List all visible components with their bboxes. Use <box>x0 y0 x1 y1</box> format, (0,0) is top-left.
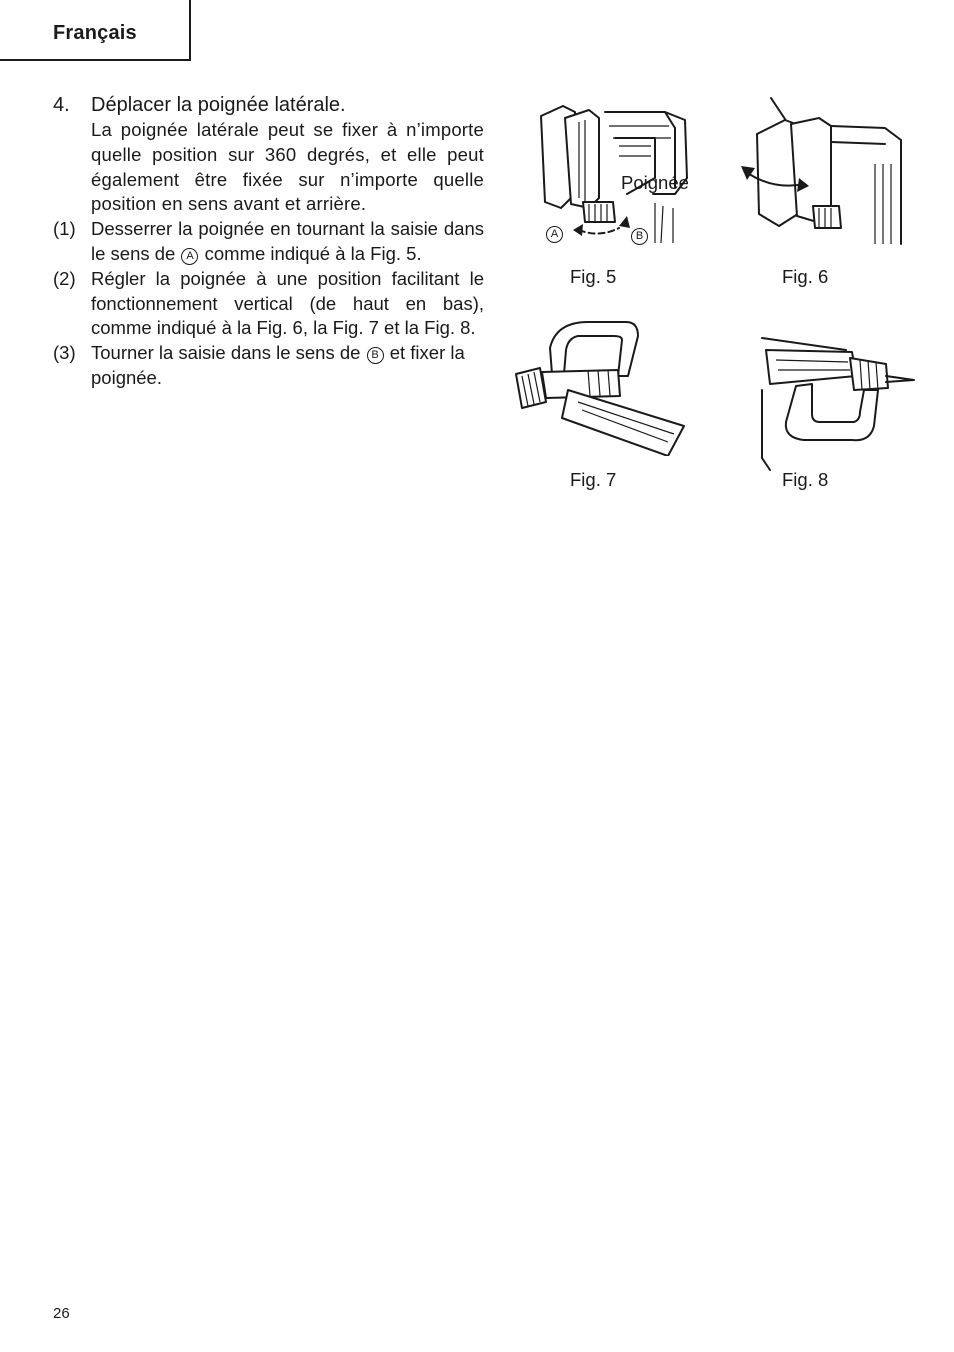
section-title: Déplacer la poignée latérale. <box>91 94 346 116</box>
marker-a: A <box>181 248 198 265</box>
instruction-text <box>53 92 484 391</box>
figure-7-illustration <box>508 318 694 456</box>
fig5-marker-b: B <box>631 228 648 245</box>
step-3: (3) Tourner la saisie dans le sens de B et fixer la poignée. <box>53 342 465 388</box>
handle-callout: Poignée <box>621 172 689 193</box>
language-tab <box>0 0 191 61</box>
figure-8-illustration <box>756 330 916 472</box>
step-2: (2) Régler la poignée à une position facilitant le fonctionnement vertical (de haut en bas), comme indiqué à la Fig. 6, la Fig. 7 et la Fig. 8. <box>53 267 484 339</box>
fig-7-caption: Fig. 7 <box>570 469 617 490</box>
fig-5-caption: Fig. 5 <box>570 266 617 287</box>
marker-b: B <box>367 347 384 364</box>
page-number: 26 <box>53 1305 70 1322</box>
step-1: (1) Desserrer la poignée en tournant la saisie dans le sens de A comme indiqué à la Fig. 5. <box>53 218 484 264</box>
section-intro: La poignée latérale peut se fixer à n’importe quelle position sur 360 degrés, et elle peut également être fixée sur n’importe quelle position en sens avant et arrière. <box>91 119 484 215</box>
fig5-marker-a: A <box>546 226 563 243</box>
fig-8-caption: Fig. 8 <box>782 469 829 490</box>
figure-6-illustration <box>735 94 907 246</box>
fig-6-caption: Fig. 6 <box>782 266 829 287</box>
section-heading <box>53 92 484 118</box>
language-label: Français <box>53 22 137 44</box>
section-number: 4. <box>53 94 70 116</box>
